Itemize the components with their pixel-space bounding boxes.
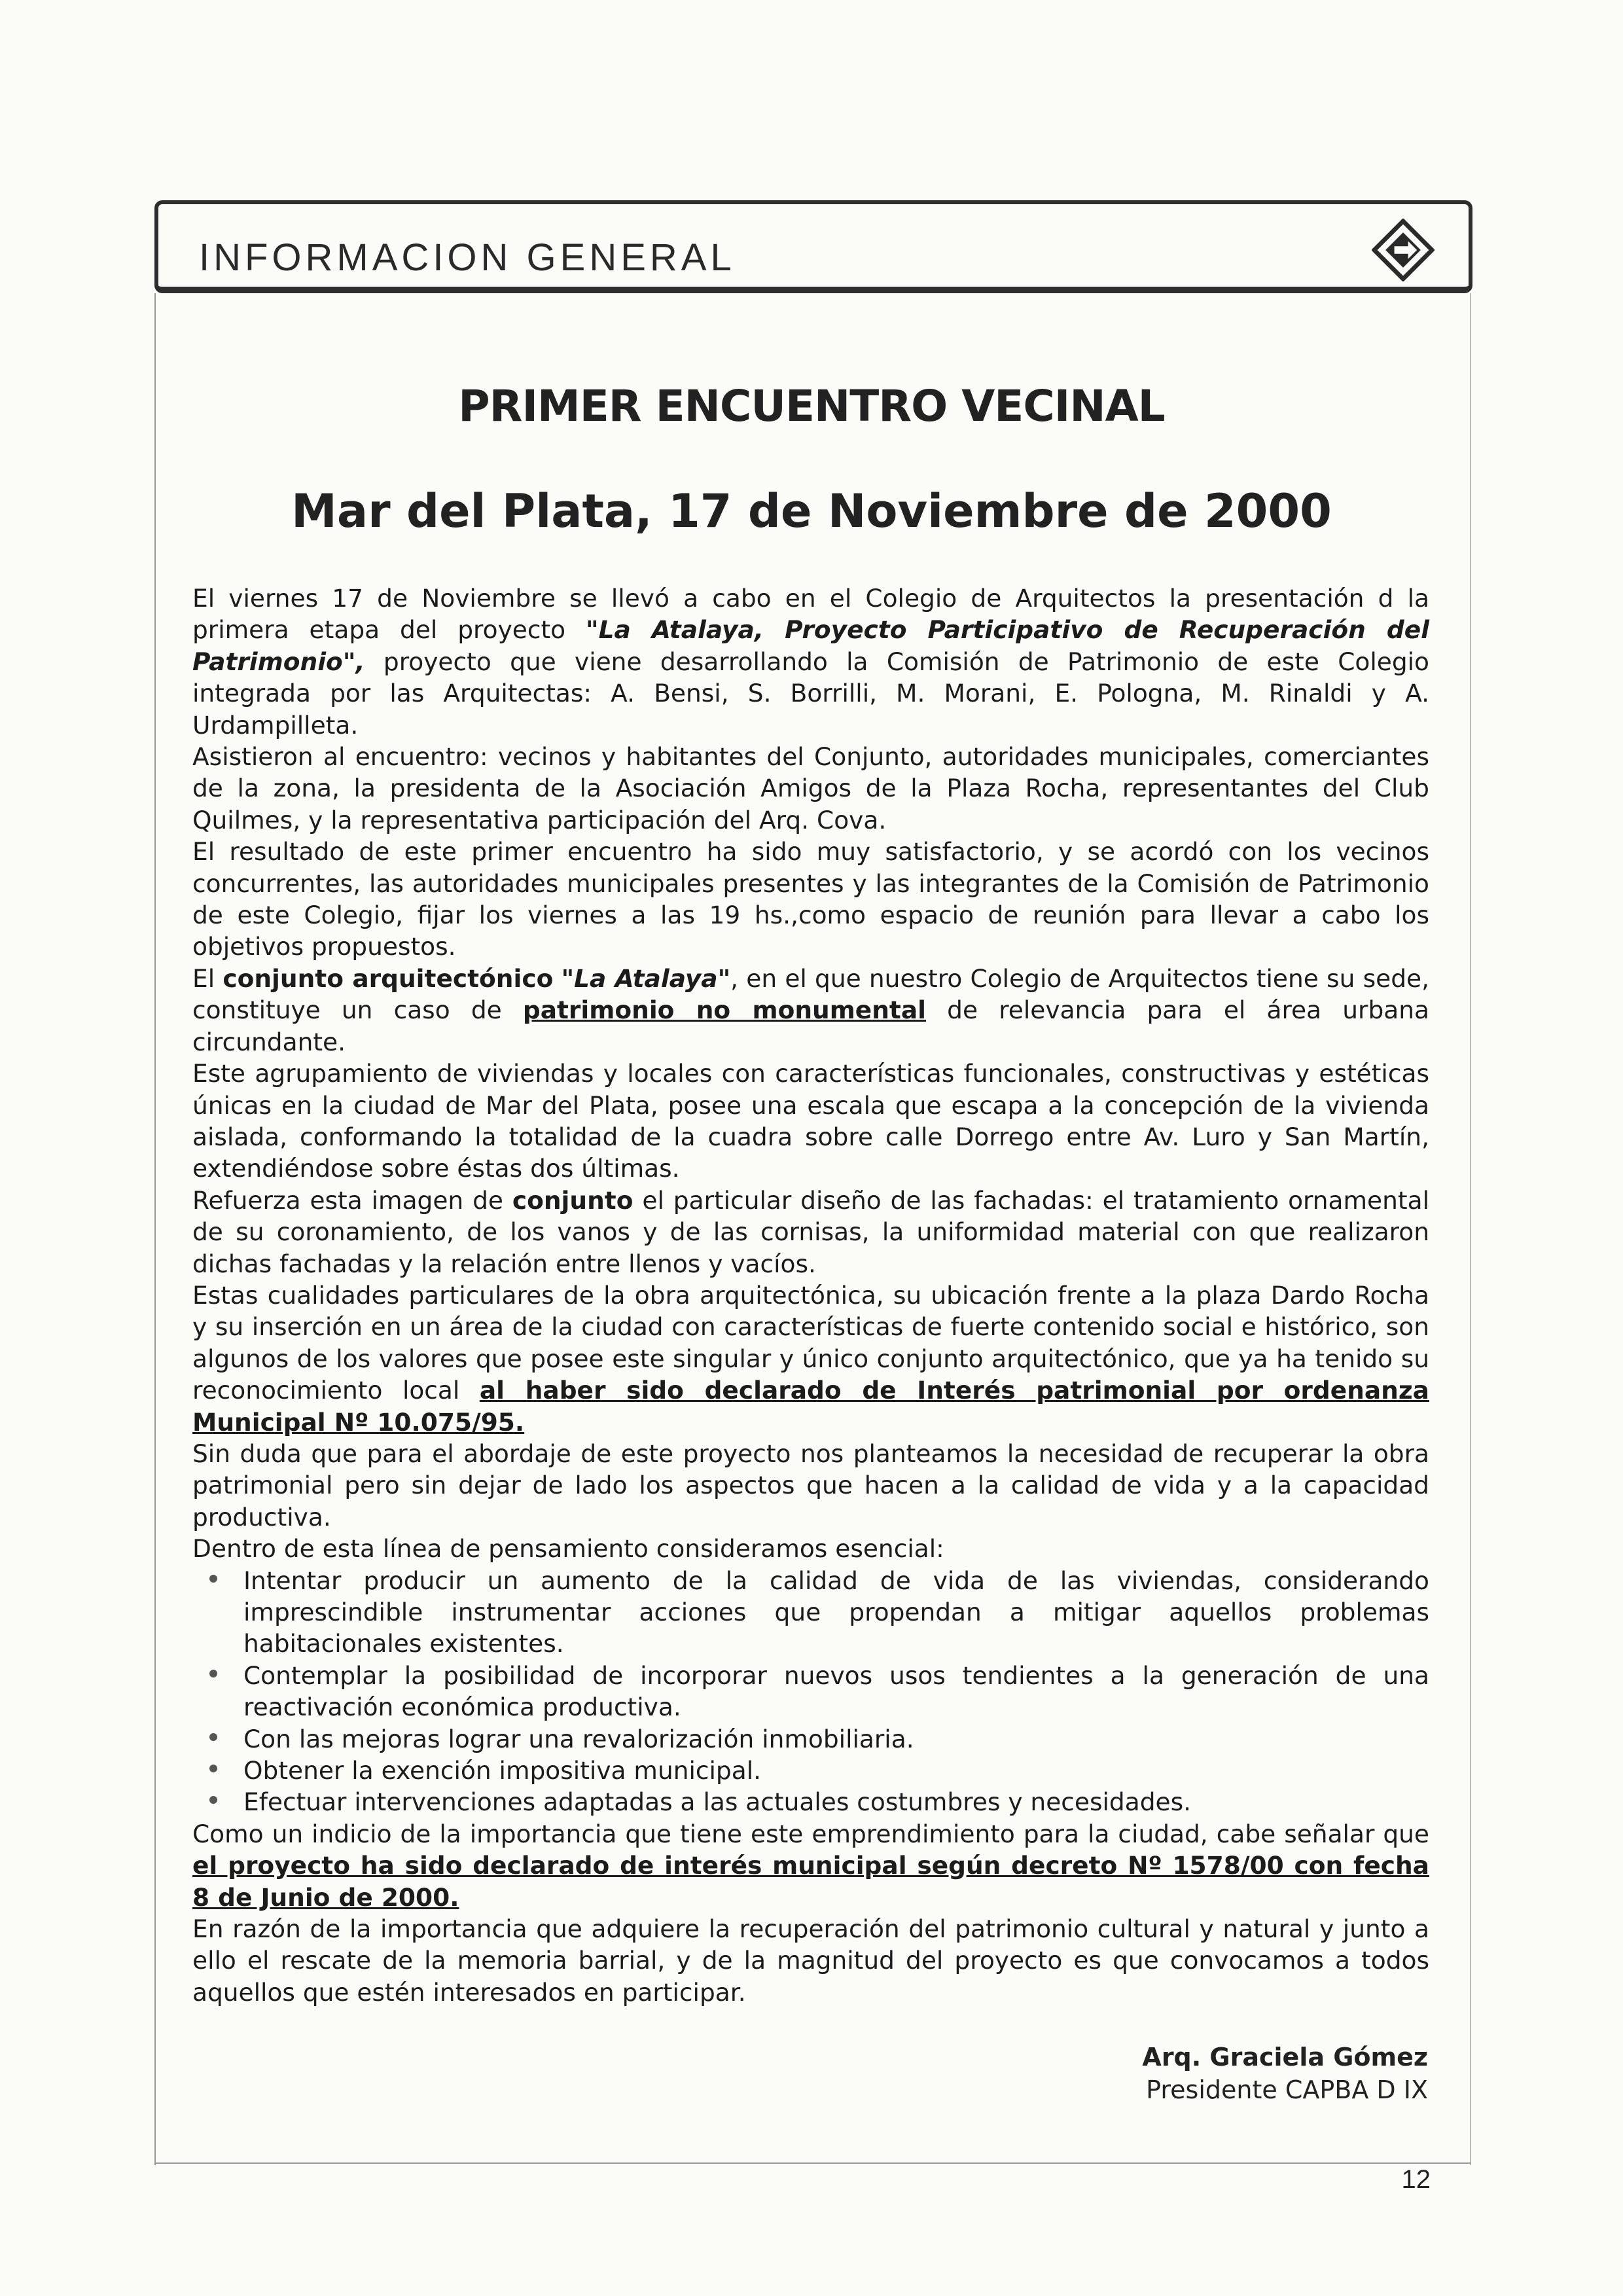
list-item bbox=[192, 1755, 1429, 1786]
conjunto-arquitectonico-label: conjunto arquitectónico bbox=[223, 963, 554, 993]
paragraph-2: Asistieron al encuentro: vecinos y habitantes del Conjunto, autoridades municipales, comerciantes de la zona, la presidenta de la Asociación Amigos de la Plaza Rocha, representantes del Club Quilmes, y la representativa participación del Arq. Cova. bbox=[192, 742, 1429, 834]
arrow-logo-icon bbox=[1372, 219, 1435, 281]
list-item-text: Intentar producir un aumento de la calidad de vida de las viviendas, considerando imprescindible instrumentar acciones que propendan a mitigar aquellos problemas habitacionales existentes. bbox=[243, 1566, 1429, 1659]
paragraph-4-text-e: , en el que nuestro Colegio de Arquitectos tiene su sede, constituye un caso de bbox=[192, 963, 1429, 1025]
la-atalaya-label: "La Atalaya" bbox=[561, 963, 731, 993]
paragraph-1-text-c: proyecto que viene desarrollando la Comisión de Patrimonio de este Colegio integrada por las Arquitectas: A. Bensi, S. Borrilli, M. Morani, E. Pologna, M. Rinaldi y A. Urdampilleta. bbox=[192, 647, 1429, 740]
document-subtitle: Mar del Plata, 17 de Noviembre de 2000 bbox=[291, 484, 1332, 538]
paragraph-11: En razón de la importancia que adquiere la recuperación del patrimonio cultural y natural y junto a ello el rescate de la memoria barrial, y de la magnitud del proyecto es que convocamos a todos aquellos que estén interesados en participar. bbox=[192, 1914, 1429, 2007]
paragraph-6-text-a: Refuerza esta imagen de bbox=[192, 1185, 512, 1215]
list-item-text: Con las mejoras lograr una revalorización inmobiliaria. bbox=[243, 1724, 914, 1753]
bullet-icon bbox=[209, 1765, 217, 1772]
signature-block bbox=[1142, 2041, 1428, 2106]
ordenanza-declaration: al haber sido declarado de Interés patrimonial por ordenanza Municipal Nº 10.075/95. bbox=[192, 1376, 1429, 1437]
list-item bbox=[192, 1723, 1429, 1755]
paragraph-4-text-a: El bbox=[192, 963, 223, 993]
project-name: "La Atalaya, Proyecto Participativo de Recuperación del Patrimonio", bbox=[192, 615, 1429, 676]
paragraph-1 bbox=[192, 583, 1429, 741]
frame-bottom-border bbox=[154, 2162, 1471, 2164]
paragraph-7 bbox=[192, 1280, 1429, 1438]
article-body bbox=[192, 583, 1429, 2008]
paragraph-10-text-a: Como un indicio de la importancia que tiene este emprendimiento para la ciudad, cabe señalar que bbox=[192, 1819, 1429, 1848]
section-title: INFORMACION GENERAL bbox=[199, 236, 736, 279]
bullet-icon bbox=[209, 1670, 217, 1677]
paragraph-4-text-g: de relevancia para el área urbana circundante. bbox=[192, 996, 1429, 1056]
bullet-icon bbox=[209, 1575, 217, 1583]
frame-right-border bbox=[1470, 293, 1471, 2165]
paragraph-6 bbox=[192, 1185, 1429, 1280]
decreto-declaration: el proyecto ha sido declarado de interés municipal según decreto Nº 1578/00 con fecha 8 de Junio de 2000. bbox=[192, 1851, 1429, 1912]
paragraph-3: El resultado de este primer encuentro ha sido muy satisfactorio, y se acordó con los vecinos concurrentes, las autoridades municipales presentes y las integrantes de la Comisión de Patrimonio de este Colegio, fijar los viernes a las 19 hs.,como espacio de reunión para llevar a cabo los objetivos propuestos. bbox=[192, 837, 1429, 961]
paragraph-5: Este agrupamiento de viviendas y locales con características funcionales, constructivas y estéticas únicas en la ciudad de Mar del Plata, posee una escala que escapa a la concepción de la vivienda aislada, conformando la totalidad de la cuadra sobre calle Dorrego entre Av. Luro y San Martín, extendiéndose sobre éstas dos últimas. bbox=[192, 1059, 1429, 1183]
conjunto-label: conjunto bbox=[512, 1185, 633, 1215]
list-item bbox=[192, 1565, 1429, 1660]
bullet-icon bbox=[209, 1796, 217, 1804]
list-item bbox=[192, 1786, 1429, 1818]
paragraph-10 bbox=[192, 1818, 1429, 1913]
paragraph-7-text-a: Estas cualidades particulares de la obra arquitectónica, su ubicación frente a la plaza Dardo Rocha y su inserción en un área de la ciudad con características de fuerte contenido social e histórico, son algunos de los valores que posee este singular y único conjunto arquitectónico, que ya ha tenido su reconocimiento local bbox=[192, 1280, 1429, 1405]
document-title: PRIMER ENCUENTRO VECINAL bbox=[458, 381, 1165, 431]
paragraph-8: Sin duda que para el abordaje de este proyecto nos planteamos la necesidad de recuperar la obra patrimonial pero sin dejar de lado los aspectos que hacen a la calidad de vida y a la capacidad productiva. bbox=[192, 1439, 1429, 1532]
section-header bbox=[154, 200, 1472, 293]
frame-left-border bbox=[154, 293, 156, 2165]
list-item bbox=[192, 1660, 1429, 1723]
list-item-text: Obtener la exención impositiva municipal. bbox=[243, 1756, 762, 1785]
page-number: 12 bbox=[1401, 2165, 1431, 2194]
paragraph-4 bbox=[192, 963, 1429, 1058]
paragraph-4-space bbox=[553, 964, 561, 993]
patrimonio-no-monumental: patrimonio no monumental bbox=[522, 996, 927, 1025]
list-item-text: Efectuar intervenciones adaptadas a las actuales costumbres y necesidades. bbox=[243, 1787, 1192, 1817]
bullet-icon bbox=[209, 1733, 217, 1741]
paragraph-9: Dentro de esta línea de pensamiento consideramos esencial: bbox=[192, 1534, 944, 1564]
paragraph-6-text-c: el particular diseño de las fachadas: el tratamiento ornamental de su coronamiento, de los vanos y de las cornisas, la uniformidad material con que realizaron dichas fachadas y la relación entre llenos y vacíos. bbox=[192, 1185, 1429, 1278]
signature-name: Arq. Graciela Gómez bbox=[1142, 2043, 1428, 2072]
signature-role: Presidente CAPBA D IX bbox=[1146, 2075, 1428, 2104]
list-item-text: Contemplar la posibilidad de incorporar nuevos usos tendientes a la generación de una reactivación económica productiva. bbox=[243, 1660, 1429, 1722]
objectives-list bbox=[192, 1565, 1429, 1818]
paragraph-1-text-a: El viernes 17 de Noviembre se llevó a cabo en el Colegio de Arquitectos la presentación d la primera etapa del proyecto bbox=[192, 584, 1429, 645]
